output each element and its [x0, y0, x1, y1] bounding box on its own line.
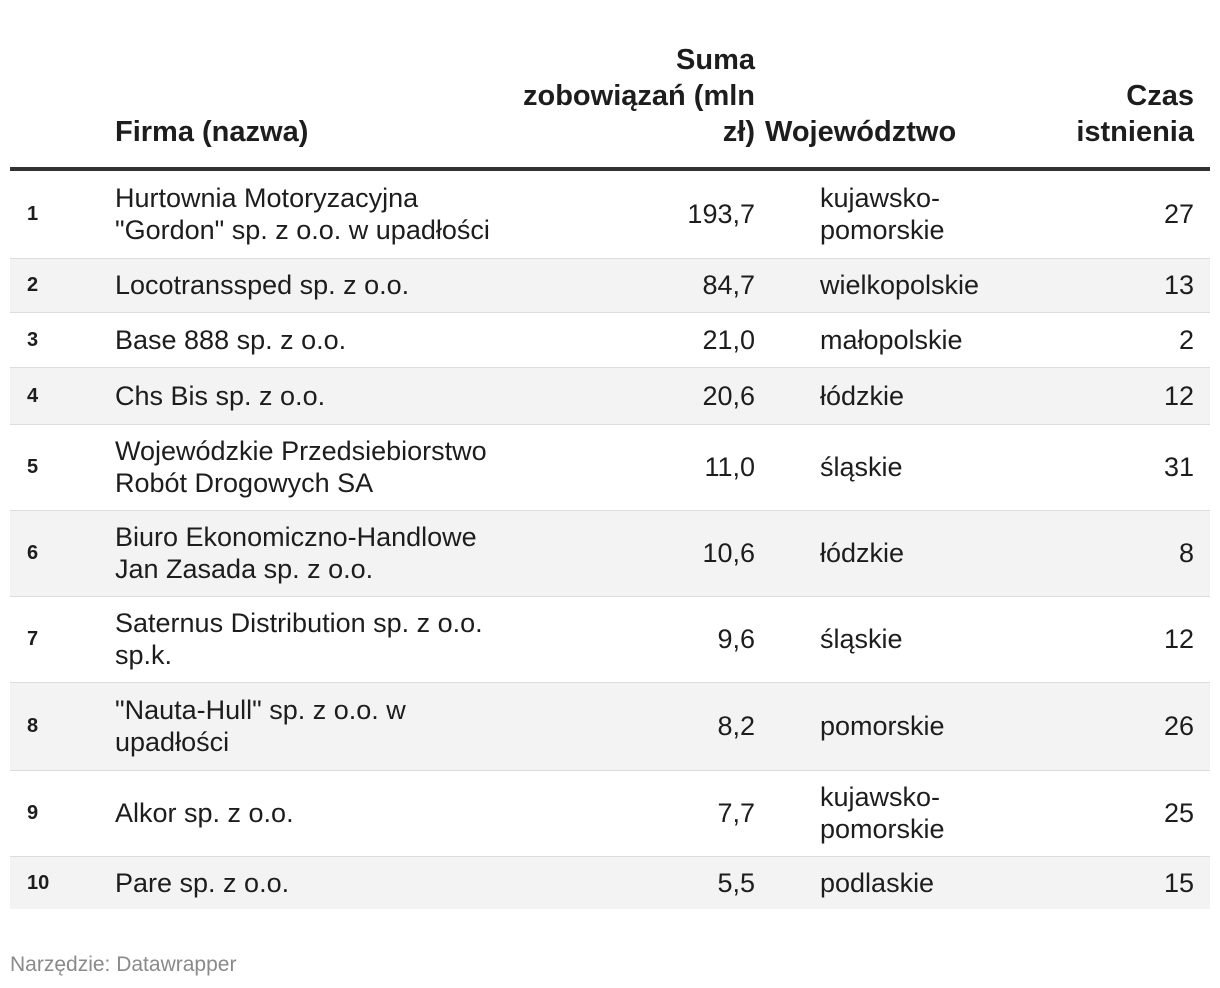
cell-lifetime: 25	[1020, 770, 1210, 856]
header-sum: Suma zobowiązań (mln zł)	[510, 0, 755, 169]
cell-sum: 5,5	[717, 867, 755, 898]
cell-voivodeship: kujawsko-pomorskie	[755, 169, 1020, 258]
cell-rank: 3	[10, 312, 105, 367]
cell-lifetime: 27	[1020, 169, 1210, 258]
table-row	[10, 169, 1210, 258]
cell-sum: 10,6	[510, 510, 755, 596]
cell-voivodeship: kujawsko-pomorskie	[755, 770, 1020, 856]
cell-firm: Locotranssped sp. z o.o.	[105, 258, 510, 312]
cell-firm: Saternus Distribution sp. z o.o. sp.k.	[105, 596, 510, 682]
cell-voivodeship: łódzkie	[755, 510, 1020, 596]
cell-sum: 11,0	[510, 424, 755, 510]
cell-lifetime: 13	[1020, 258, 1210, 312]
cell-voivodeship: łódzkie	[755, 367, 1020, 424]
cell-voivodeship: małopolskie	[755, 312, 1020, 367]
cell-sum: 21,0	[510, 312, 755, 367]
cell-rank: 5	[10, 424, 105, 510]
cell-lifetime: 15	[1163, 867, 1194, 898]
cell-sum: 8,2	[510, 682, 755, 770]
cell-firm: Hurtownia Motoryzacyjna "Gordon" sp. z o.o. w upadłości	[105, 169, 510, 258]
cell-lifetime: 12	[1020, 596, 1210, 682]
cell-firm: Biuro Ekonomiczno-Handlowe Jan Zasada sp. z o.o.	[105, 510, 510, 596]
cell-lifetime: 31	[1020, 424, 1210, 510]
cell-voivodeship: śląskie	[755, 424, 1020, 510]
table-row	[10, 510, 1210, 596]
header-lifetime: Czas istnienia	[1020, 0, 1210, 169]
table-row	[10, 596, 1210, 682]
table-row	[10, 367, 1210, 424]
cell-sum: 193,7	[510, 169, 755, 258]
table-row	[10, 312, 1210, 367]
table-row	[10, 424, 1210, 510]
header-rank	[10, 0, 105, 169]
cell-rank: 6	[10, 510, 105, 596]
cell-lifetime: 2	[1020, 312, 1210, 367]
cell-lifetime: 26	[1020, 682, 1210, 770]
data-table	[10, 0, 1210, 909]
cell-rank: 2	[10, 258, 105, 312]
cell-rank: 7	[10, 596, 105, 682]
header-firm: Firma (nazwa)	[105, 0, 510, 169]
table-body	[10, 169, 1210, 909]
cell-firm: Alkor sp. z o.o.	[105, 770, 510, 856]
cell-firm: Chs Bis sp. z o.o.	[105, 367, 510, 424]
cell-rank: 1	[10, 169, 105, 258]
table-row	[10, 770, 1210, 856]
cell-sum: 84,7	[510, 258, 755, 312]
cell-sum: 20,6	[510, 367, 755, 424]
header-voivodeship: Województwo	[755, 0, 1020, 169]
cell-rank: 4	[10, 367, 105, 424]
cell-voivodeship: śląskie	[755, 596, 1020, 682]
cell-voivodeship: pomorskie	[755, 682, 1020, 770]
table-header-row	[10, 0, 1210, 169]
cell-firm: Pare sp. z o.o.	[115, 867, 290, 898]
cell-rank: 10	[27, 871, 50, 894]
source-credit: Narzędzie: Datawrapper	[10, 953, 237, 976]
table-row	[10, 682, 1210, 770]
table-row	[10, 258, 1210, 312]
cell-firm: "Nauta-Hull" sp. z o.o. w upadłości	[105, 682, 510, 770]
cell-rank: 8	[10, 682, 105, 770]
data-table-container	[10, 0, 1210, 909]
table-row	[10, 856, 1210, 909]
cell-sum: 7,7	[510, 770, 755, 856]
cell-sum: 9,6	[510, 596, 755, 682]
cell-rank: 9	[10, 770, 105, 856]
cell-voivodeship: podlaskie	[820, 867, 935, 898]
cell-firm: Wojewódzkie Przedsiebiorstwo Robót Drogowych SA	[105, 424, 510, 510]
cell-lifetime: 12	[1020, 367, 1210, 424]
cell-voivodeship: wielkopolskie	[755, 258, 1020, 312]
cell-firm: Base 888 sp. z o.o.	[105, 312, 510, 367]
cell-lifetime: 8	[1020, 510, 1210, 596]
